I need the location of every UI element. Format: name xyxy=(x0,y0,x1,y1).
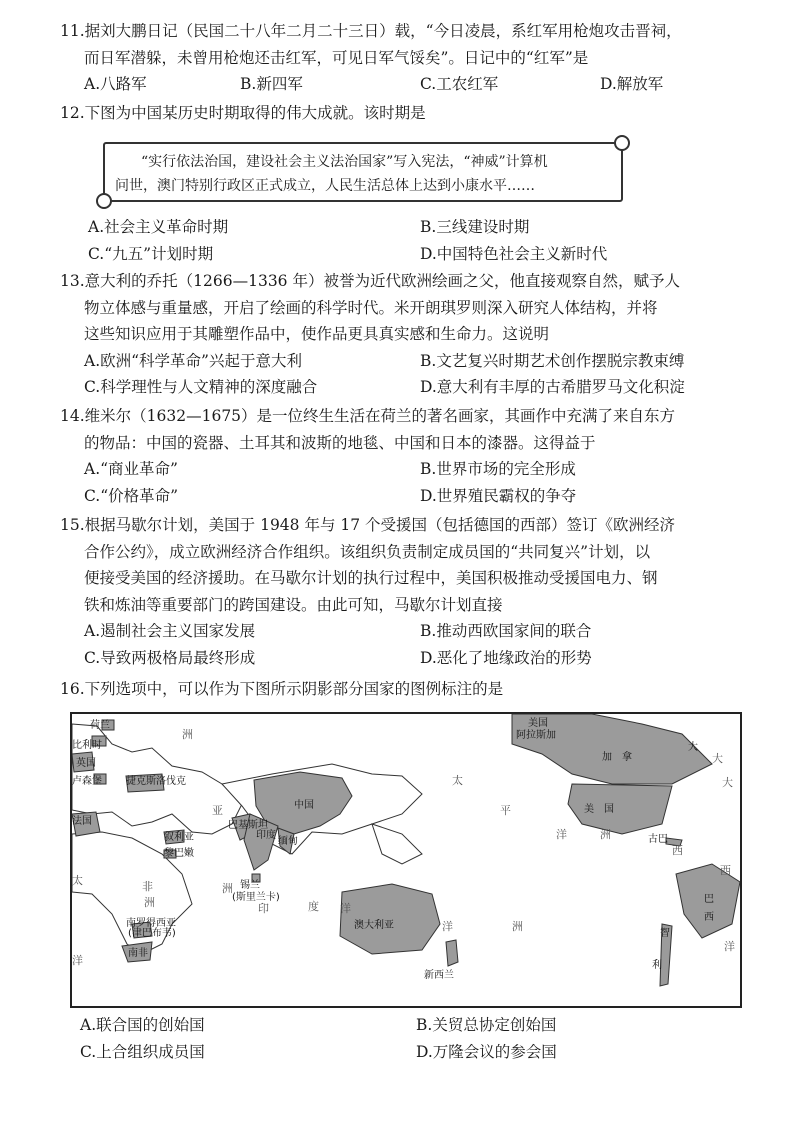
sea-label: 度 xyxy=(308,900,319,913)
sea-label: 西 xyxy=(672,844,683,857)
q12-option-d[interactable]: D.中国特色社会主义新时代 xyxy=(420,244,608,263)
map-label-us-alaska: 美国 xyxy=(528,718,548,729)
map-label-australia: 澳大利亚 xyxy=(354,920,394,931)
sea-label: 洲 xyxy=(512,920,523,933)
question-15 xyxy=(60,512,760,671)
q12-option-a[interactable]: A.社会主义革命时期 xyxy=(88,218,229,236)
shaded-australia xyxy=(340,884,440,954)
q14-stem-line1: 14.维米尔（1632—1675）是一位终生生活在荷兰的著名画家，其画作中充满了来自东方 xyxy=(60,407,676,425)
question-16 xyxy=(60,676,760,703)
q14-option-d[interactable]: D.世界殖民霸权的争夺 xyxy=(420,486,577,505)
map-label-syria: 叙利亚 xyxy=(164,832,194,843)
q15-option-d[interactable]: D.恶化了地缘政治的形势 xyxy=(420,648,592,667)
q15-option-b[interactable]: B.推动西欧国家间的联合 xyxy=(420,622,592,640)
q16-stem: 16.下列选项中，可以作为下图所示阴影部分国家的图例标注的是 xyxy=(60,680,504,698)
sea-label: 非 xyxy=(142,880,153,893)
scroll-curl-icon xyxy=(96,193,112,209)
q13-stem-line3: 这些知识应用于其雕塑作品中，使作品更具真实感和生命力。这说明 xyxy=(84,325,550,343)
map-label-alaska: 阿拉斯加 xyxy=(516,730,556,741)
map-label-ceylon-sub: (斯里兰卡) xyxy=(232,892,280,903)
q12-scroll-box xyxy=(103,142,623,202)
q15-option-c[interactable]: C.导致两极格局最终形成 xyxy=(84,648,256,667)
map-label-ceylon: 锡兰 xyxy=(240,880,260,891)
q13-option-a[interactable]: A.欧洲“科学革命”兴起于意大利 xyxy=(84,351,302,370)
q11-option-a[interactable]: A.八路军 xyxy=(84,75,147,93)
map-label-belgium: 比利时 xyxy=(72,740,102,751)
map-label-czech: 捷克斯洛伐克 xyxy=(126,776,186,787)
q11-option-d[interactable]: D.解放军 xyxy=(600,75,664,93)
question-14 xyxy=(60,403,760,509)
map-label-cuba: 古巴 xyxy=(648,834,668,845)
map-label-rhodesia: 南罗得西亚 xyxy=(126,918,176,929)
q14-stem-line2: 的物品：中国的瓷器、土耳其和波斯的地毯、中国和日本的漆器。这得益于 xyxy=(84,433,596,452)
q13-option-b[interactable]: B.文艺复兴时期艺术创作摆脱宗教束缚 xyxy=(420,351,685,370)
q14-option-b[interactable]: B.世界市场的完全形成 xyxy=(420,460,576,478)
q16-options xyxy=(60,1012,760,1065)
q12-box-line1: “实行依法治国，建设社会主义法治国家”写入宪法，“神威”计算机 xyxy=(141,154,548,170)
q16-option-b[interactable]: B.关贸总协定创始国 xyxy=(416,1016,557,1034)
q11-options xyxy=(60,71,760,98)
map-label-india: 印度 xyxy=(256,830,276,841)
q16-option-a[interactable]: A.联合国的创始国 xyxy=(80,1016,205,1034)
q11-option-b[interactable]: B.新四军 xyxy=(240,75,303,93)
map-label-usa: 美 国 xyxy=(584,804,614,815)
question-13 xyxy=(60,268,760,401)
map-label-south-africa: 南非 xyxy=(128,948,148,959)
sea-label: 洋 xyxy=(724,940,735,953)
sea-label: 洋 xyxy=(556,828,567,841)
q15-stem-line1: 15.根据马歇尔计划，美国于 1948 年与 17 个受援国（包括德国的西部）签订《欧洲经济 xyxy=(60,516,676,534)
map-label-burma: 缅甸 xyxy=(278,836,298,847)
q11-stem-line2: 而日军潜躲，未曾用枪炮还击红军，可见日军气馁矣”。日记中的“红军”是 xyxy=(84,48,589,67)
scroll-curl-icon xyxy=(614,135,630,151)
map-label-pakistan: 巴基斯坦 xyxy=(228,820,268,831)
question-12 xyxy=(60,100,760,127)
sea-label: 西 xyxy=(720,864,731,877)
world-map-svg xyxy=(72,714,740,1006)
sea-label: 洲 xyxy=(222,882,233,895)
q11-option-c[interactable]: C.工农红军 xyxy=(420,75,499,93)
shaded-new-zealand xyxy=(446,940,458,966)
sea-label: 平 xyxy=(500,804,511,817)
q16-option-c[interactable]: C.上合组织成员国 xyxy=(80,1042,205,1061)
map-label-netherlands: 荷兰 xyxy=(90,720,110,731)
sea-label: 大 xyxy=(712,752,723,765)
map-label-china: 中国 xyxy=(294,800,314,811)
question-11 xyxy=(60,18,760,98)
map-label-canada2: 大 xyxy=(688,742,698,753)
map-label-uk: 英国 xyxy=(76,758,96,769)
sea-label: 洲 xyxy=(600,828,611,841)
sea-label: 洲 xyxy=(182,728,193,741)
q12-options xyxy=(60,214,760,267)
world-map xyxy=(70,712,742,1008)
q15-stem-line3: 便接受美国的经济援助。在马歇尔计划的执行过程中，美国积极推动受援国电力、钢 xyxy=(84,569,658,587)
sea-label: 亚 xyxy=(212,804,223,817)
q13-stem-line2: 物立体感与重量感，开启了绘画的科学时代。米开朗琪罗则深入研究人体结构，并将 xyxy=(84,298,658,317)
map-label-chile: 智 xyxy=(660,928,670,939)
q12-option-c[interactable]: C.“九五”计划时期 xyxy=(88,244,214,263)
q15-option-a[interactable]: A.遏制社会主义国家发展 xyxy=(84,622,256,640)
map-label-canada: 加 拿 xyxy=(602,752,632,763)
q13-option-c[interactable]: C.科学理性与人文精神的深度融合 xyxy=(84,378,318,396)
sea-label: 洋 xyxy=(442,920,453,933)
sea-label: 太 xyxy=(452,774,463,787)
sea-label: 印 xyxy=(258,902,269,915)
q12-box-line2: 问世，澳门特别行政区正式成立，人民生活总体上达到小康水平…… xyxy=(115,178,535,194)
q12-stem: 12.下图为中国某历史时期取得的伟大成就。该时期是 xyxy=(60,104,426,122)
map-label-france: 法国 xyxy=(72,816,92,827)
sea-label: 洋 xyxy=(72,954,83,967)
southeast-asia xyxy=(372,824,422,864)
q14-option-c[interactable]: C.“价格革命” xyxy=(84,486,179,505)
q16-option-d[interactable]: D.万隆会议的参会国 xyxy=(416,1042,557,1061)
map-label-rhodesia-sub: (津巴布韦) xyxy=(128,928,176,939)
map-label-lebanon: 黎巴嫩 xyxy=(164,848,194,859)
q15-stem-line2: 合作公约》，成立欧洲经济合作组织。该组织负责制定成员国的“共同复兴”计划，以 xyxy=(84,542,651,561)
sea-label: 洋 xyxy=(340,902,351,915)
map-label-chile2: 利 xyxy=(652,960,662,971)
q12-option-b[interactable]: B.三线建设时期 xyxy=(420,218,530,236)
q15-stem-line4: 铁和炼油等重要部门的跨国建设。由此可知，马歇尔计划直接 xyxy=(84,595,503,614)
q11-stem-line1: 11.据刘大鹏日记（民国二十八年二月二十三日）载，“今日凌晨，系红军用枪炮攻击晋祠， xyxy=(60,22,682,40)
map-label-new-zealand: 新西兰 xyxy=(424,970,454,981)
sea-label: 洲 xyxy=(144,896,155,909)
sea-label: 太 xyxy=(72,874,83,887)
q13-option-d[interactable]: D.意大利有丰厚的古希腊罗马文化积淀 xyxy=(420,378,685,396)
q14-option-a[interactable]: A.“商业革命” xyxy=(84,460,178,478)
map-label-luxembourg: 卢森堡 xyxy=(72,776,102,787)
map-label-brazil2: 西 xyxy=(704,912,714,923)
q13-stem-line1: 13.意大利的乔托（1266—1336 年）被誉为近代欧洲绘画之父，他直接观察自然，赋予人 xyxy=(60,272,680,290)
sea-label: 大 xyxy=(722,776,733,789)
map-label-brazil: 巴 xyxy=(704,894,714,905)
